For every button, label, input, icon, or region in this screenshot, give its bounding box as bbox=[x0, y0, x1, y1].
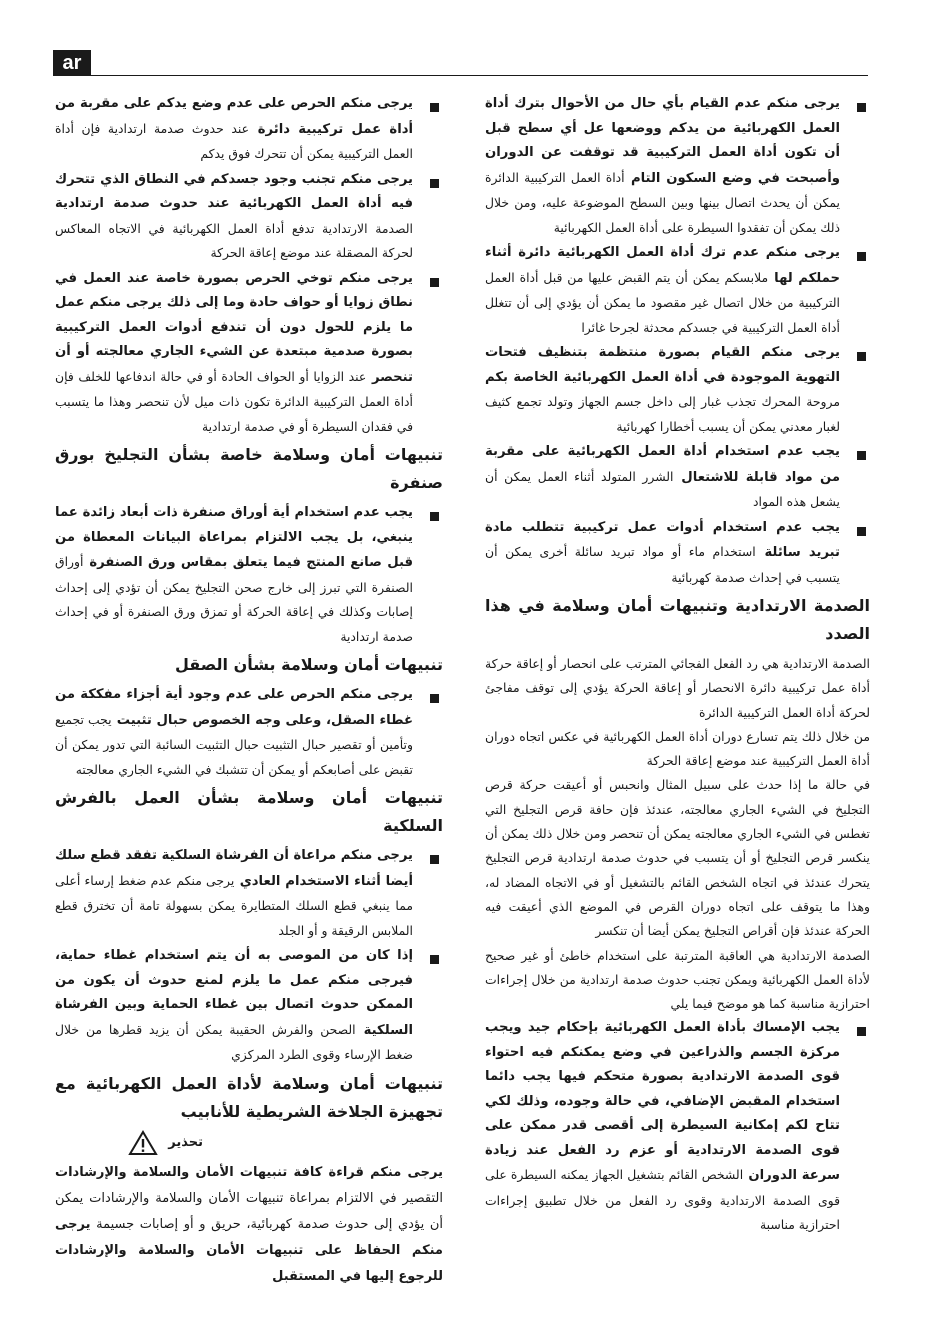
item-bold-text: يرجى منكم توخي الحرص بصورة خاصة عند العمل في نطاق زوايا أو حواف حادة وما إلى ذلك يرجى منكم عمل ما يلزم للحول دون أن تندفع أدوات العمل التركيبية بصورة صدمية مبتعدة عن الشيء الجاري معالجته أو أن تنحصر bbox=[55, 270, 413, 385]
paragraph: في حالة ما إذا حدث على سبيل المثال وانحبس أو أعيقت حركة قرص التجليخ في الشيء الجاري معالجته، عندئذ فإن حافة قرص التجليخ التي تغطس في الشيء الجاري معالجته يمكن أن تنحصر ومن خلال ذلك يمكن أن ينكسر قرص التجليخ أو أن يتسبب في حدوث صدمة ارتدادية قرص التجليخ يتحرك عندئذ في اتجاه الشخص القائم بالتشغيل أو في الاتجاه المضاد له، وهذا ما يتوقف على اتجاه دوران القرص في الموضع الذي أعيقت فيه الحركة عندئذ فإن أقراص التجليخ يمكن أيضا أن تنكسر bbox=[485, 777, 870, 939]
list-item bbox=[485, 1016, 870, 1238]
item-text: مروحة المحرك تجذب غبار إلى داخل جسم الجهاز وتولد تجمع كثيف لغبار معدني يمكن أن يسبب أخطارا كهربائية bbox=[485, 394, 840, 434]
bullet-square-icon bbox=[857, 103, 866, 112]
item-text: يرجى منكم عدم ضغط إرساء أعلى مما ينبغي قطع السلك المتطايرة يمكن بسهولة تامة أن تخترق قطع الملابس الرقيقة و أو الجلد bbox=[55, 872, 413, 938]
item-bold-text: يجب عدم استخدام أدوات عمل تركيبية تتطلب مادة تبريد سائلة bbox=[485, 519, 841, 560]
page-header bbox=[0, 0, 934, 78]
language-tag: ar bbox=[53, 50, 91, 76]
item-bold-text: يرجى منكم مراعاة أن الفرشاة السلكية تفقد قطع سلك أيضا أثناء الاستخدام العادي bbox=[55, 848, 413, 889]
item-bold-text: يجب الإمساك بأداة العمل الكهربائية بإحكام جيد ويجب مركزة الجسم والذراعين في وضع يمكنكم فيه احتواء قوى الصدمة الارتدادية بصورة متحكم فيها يجب دائما استخدام المقبض الإضافي، في حالة وجوده، وذلك لكي تتاح لكم إمكانية السيطرة إلى أقصى قدر ممكن على قوى الصدمة الارتدادية أو عزم رد الفعل عند زيادة سرعة الدوران bbox=[485, 1020, 840, 1184]
item-text: الصدمة الارتدادية تدفع أداة العمل الكهربائية في الاتجاه المعاكس لحركة المصقلة عند موضع إعاقة الحركة bbox=[55, 220, 413, 260]
bullet-square-icon bbox=[430, 955, 439, 964]
item-bold-text: يرجى منكم الحرص على عدم وجود أية أجزاء مفككة من غطاء الصقل، وعلى وجه الخصوص حبال تثبيت bbox=[55, 687, 413, 728]
section-heading-pipe-belt: تنبيهات أمان وسلامة لأداة العمل الكهربائية مع تجهيزة الجلاخة الشريطية للأنابيب bbox=[55, 1073, 443, 1121]
item-bold-text: يرجى منكم القيام بصورة منتظمة بتنظيف فتحات التهوية الموجودة في أداة العمل الكهربائية الخاصة بكم bbox=[485, 345, 840, 385]
list-item bbox=[55, 683, 443, 782]
bullet-square-icon bbox=[857, 527, 866, 536]
warning-label: تحذير bbox=[168, 1134, 203, 1150]
section-heading-kickback: الصدمة الارتدادية وتنبيهات أمان وسلامة في هذا الصدد bbox=[485, 596, 870, 643]
item-text: ملابسكم يمكن أن يتم القبض عليها من قبل أداة العمل التركيبية من خلال اتصال غير مقصود ما يمكن أن يؤدي إلى أن تتغلل أداة العمل التركيبية في جسدكم محدثة لجرحا غائرا bbox=[485, 269, 840, 335]
item-text: الشخص القائم بتشغيل الجهاز يمكنه السيطرة على قوى الصدمة الارتدادية وقوى رد الفعل من خلال تطبيق إجراءات احترازية مناسبة bbox=[485, 1167, 840, 1233]
left-column bbox=[55, 92, 443, 1290]
bullet-square-icon bbox=[430, 512, 439, 521]
bullet-square-icon bbox=[857, 252, 866, 261]
bullet-square-icon bbox=[857, 352, 866, 361]
bullet-square-icon bbox=[857, 1027, 866, 1036]
header-rule bbox=[53, 75, 868, 76]
list-item bbox=[485, 341, 870, 439]
item-bold-text: إذا كان من الموصى به أن يتم استخدام غطاء حماية، فيرجى منكم عمل ما يلزم لمنع حدوث أن يكون من الممكن حدوث اتصال بين غطاء الحماية وبين الفرشاة السلكية bbox=[55, 948, 413, 1038]
warning-bold-text: يرجى منكم الحفاظ على تنبيهات الأمان والسلامة والإرشادات للرجوع إليها في المستقبل bbox=[55, 1216, 443, 1284]
paragraph: الصدمة الارتدادية هي العاقبة المترتبة على استخدام خاطئ أو غير صحيح لأداة العمل الكهربائية ويمكن تجنب حدوث صدمة ارتدادية من خلال إجراءات احترازية مناسبة كما هو موضح فيما يلي bbox=[485, 947, 870, 1012]
list-item bbox=[55, 168, 443, 266]
list-item bbox=[55, 92, 443, 167]
list-item bbox=[55, 267, 443, 440]
warning-triangle-icon bbox=[128, 1130, 158, 1156]
item-bold-text: يرجى منكم تجنب وجود جسدكم في النطاق الذي تتحرك فيه أداة العمل الكهربائية عند حدوث صدمة ارتدادية bbox=[55, 171, 413, 211]
list-item bbox=[485, 516, 870, 591]
list-item bbox=[485, 241, 870, 340]
paragraph: من خلال ذلك يتم تسارع دوران أداة العمل الكهربائية في عكس اتجاه دوران أداة العمل التركيبية عند موضع إعاقة الحركة bbox=[485, 728, 870, 769]
list-item bbox=[55, 844, 443, 943]
item-bold-text: يرجى منكم الحرص على عدم وضع يدكم على مقربة من أداة عمل تركيبية دائرة bbox=[55, 96, 413, 137]
item-bold-text: يرجى منكم عدم ترك أداة العمل الكهربائية دائرة أثناء حملكم لها bbox=[485, 245, 840, 286]
bullet-square-icon bbox=[430, 694, 439, 703]
list-item bbox=[485, 440, 870, 515]
item-text: الشرر المتولد أثناء العمل يمكن أن يشعل هذه المواد bbox=[485, 468, 840, 509]
item-text: أوراق الصنفرة التي تبرز إلى خارج صحن التجليخ يمكن أن تؤدي إلى إحداث إصابات وكذلك في إعاقة الحركة أو تمزق ورق الصنفرة أو في إحداث صدمة ارتدادية bbox=[55, 554, 413, 644]
bullet-square-icon bbox=[857, 451, 866, 460]
bullet-square-icon bbox=[430, 103, 439, 112]
paragraph: الصدمة الارتدادية هي رد الفعل الفجائي المترتب على انحصار أو إعاقة حركة أداة عمل تركيبية دائرة الانحصار أو إعاقة الحركة يؤدي إلى توقف مفاجئ لحركة أداة العمل التركيبية الدائرة bbox=[485, 656, 870, 720]
section-heading-sanding: تنبيهات أمان وسلامة خاصة بشأن التجليخ بورق صنفرة bbox=[55, 445, 443, 492]
item-text: عند الزوايا أو الحواف الحادة أو في حالة اندفاعها للخلف فإن أداة العمل التركيبية الدائرة تكون ذات ميل لأن تنحصر وهذا ما يتسبب في فقدان السيطرة أو في صدمة ارتدادية bbox=[55, 368, 413, 434]
bullet-square-icon bbox=[430, 179, 439, 188]
list-item bbox=[55, 944, 443, 1068]
bullet-square-icon bbox=[430, 855, 439, 864]
item-bold-text: يجب عدم استخدام أية أوراق صنفرة ذات أبعاد زائدة عما ينبغي، بل يجب الالتزام بمراعاة البيانات المعطاة من قبل صانع المنتج فيما يتعلق بمقاس ورق الصنفرة bbox=[55, 505, 413, 570]
list-item bbox=[485, 92, 870, 240]
item-text: استخدام ماء أو مواد تبريد سائلة أخرى يمكن أن يتسبب في إحداث صدمة كهربائية bbox=[485, 544, 840, 585]
warning-text bbox=[55, 1160, 443, 1290]
item-text: يجب تجميع وتأمين أو تقصير حبال التثبيت حبال التثبيت السائبة التي تدور يمكن أن تقبض على أصابعكم أو يمكن أن تتشبك في الشيء الجاري معالجته bbox=[55, 711, 413, 777]
section-heading-wire-brush: تنبيهات أمان وسلامة بشأن العمل بالفرش السلكية bbox=[55, 788, 443, 835]
list-item bbox=[55, 501, 443, 649]
right-column bbox=[485, 92, 870, 1239]
item-text: الصحن والفرش الحقيبة يمكن أن يزيد قطرها من خلال ضغط الإرساء وقوى الطرد المركزي bbox=[55, 1021, 413, 1062]
item-bold-text: يرجى منكم عدم القيام بأي حال من الأحوال بترك أداة العمل الكهربائية من يدكم ووضعها عل أي سطح قبل أن تكون أداة العمل التركيبية قد توقفت عن الدوران وأصبحت في وضع السكون التام bbox=[485, 96, 840, 186]
warning-header bbox=[55, 1130, 443, 1156]
section-heading-polishing: تنبيهات أمان وسلامة بشأن الصقل bbox=[174, 655, 443, 674]
item-bold-text: يجب عدم استخدام أداة العمل الكهربائية على مقربة من مواد قابلة للاشتعال bbox=[485, 444, 840, 485]
warning-normal-text: التقصير في الالتزام بمراعاة تنبيهات الأمان والسلامة والإرشادات يمكن أن يؤدي إلى حدوث صدمة كهربائية، حريق و أو إصابات جسيمة bbox=[55, 1190, 443, 1232]
item-text: عند حدوث صدمة ارتدادية فإن أداة العمل التركيبية يمكن أن تتحرك فوق يدكم bbox=[55, 120, 413, 161]
item-text: أداة العمل التركيبية الدائرة يمكن أن يحدث اتصال بينها وبين السطح الموضوعة عليه، ومن خلال ذلك يمكن أن تفقدوا السيطرة على أداة العمل الكهربائية bbox=[485, 169, 840, 235]
warning-bold-text: يرجى منكم قراءة كافة تنبيهات الأمان والسلامة والإرشادات bbox=[55, 1164, 443, 1180]
bullet-square-icon bbox=[430, 278, 439, 287]
